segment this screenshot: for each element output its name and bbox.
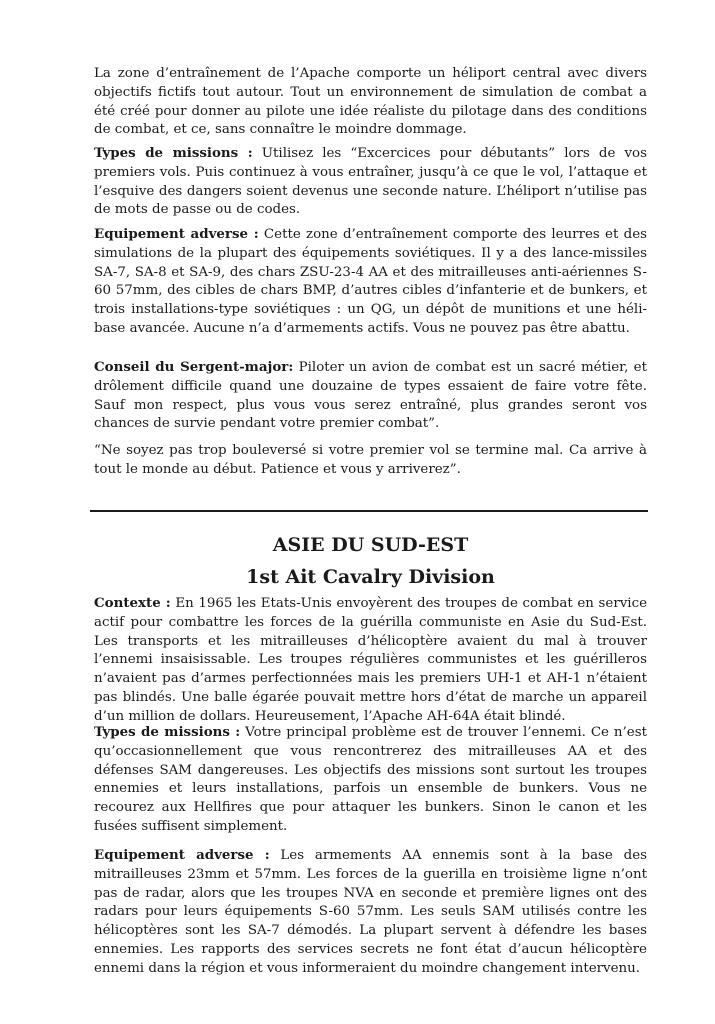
sergeant-advice-text: Piloter un avion de combat est un sacré métier, et drôlement difficile quand une douzaine de types essaient de faire votre fête. Sauf mon respect, plus vous vous serez entraîné, plus grandes seront vos chances de survie pendant votre premier combat”.	[94, 360, 647, 432]
training-missions-paragraph	[94, 144, 647, 220]
training-missions-text: Utilisez les “Excercices pour débutants” lors de vos premiers vols. Puis continuez à vous entraîner, jusqu’à ce que le vol, l’attaque et l’esquive des dangers soient devenus une seconde nature. L’héliport n’utilise pas de mots de passe ou de codes.	[94, 146, 647, 218]
sea-equipment-label: Equipement adverse :	[94, 847, 270, 863]
sergeant-advice-label: Conseil du Sergent-major:	[94, 359, 294, 375]
sea-equipment-text: Les armements AA ennemis sont à la base des mitrailleuses 23mm et 57mm. Les forces de la guerilla en troisième ligne n’ont pas de radar, alors que les troupes NVA en seconde et première lignes ont des radars pour leurs équipements S-60 57mm. Les seuls SAM utilisés contre les hélicoptères sont les SA-7 démodés. La plupart servent à défendre les bases ennemies. Les rapports des services secrets ne font état d’aucun hélicoptère ennemi dans la région et vous informeraient du moindre changement intervenu.	[94, 848, 647, 976]
intro-paragraph: La zone d’entraînement de l’Apache comporte un héliport central avec divers objectifs fictifs tout autour. Tout un environnement de simulation de combat a été créé pour donner au pilote une idée réaliste du pilotage dans des conditions de combat, et ce, sans connaître le moindre dommage.	[94, 66, 647, 138]
training-missions-label: Types de missions :	[94, 145, 253, 161]
sergeant-advice-paragraph	[94, 358, 647, 434]
sea-missions-label: Types de missions :	[94, 724, 241, 740]
context-label: Contexte :	[94, 595, 171, 611]
section-title: ASIE DU SUD-EST	[272, 534, 469, 556]
section-divider	[90, 510, 648, 512]
sea-missions-paragraph	[94, 723, 647, 837]
training-equipment-label: Equipement adverse :	[94, 226, 259, 242]
sea-equipment-paragraph	[94, 846, 647, 979]
training-equipment-text: Cette zone d’entraînement comporte des leurres et des simulations de la plupart des équipements soviétiques. Il y a des lance-missiles SA-7, SA-8 et SA-9, des chars ZSU-23-4 AA et des mitrailleuses anti-aériennes S-60 57mm, des cibles de chars BMP, d’autres cibles d’infanterie et de bunkers, et trois installations-type soviétiques : un QG, un dépôt de munitions et une héli-base avancée. Aucune n’a d’armements actifs. Vous ne pouvez pas être abattu.	[94, 227, 648, 336]
section-subtitle: 1st Ait Cavalry Division	[246, 566, 495, 588]
sea-missions-text: Votre principal problème est de trouver l’ennemi. Ce n’est qu’occasionnellement que vous rencontrerez des mitrailleuses AA et des défenses SAM dangereuses. Les objectifs des missions sont surtout les troupes ennemies et leurs installations, parfois un ensemble de bunkers. Vous ne recourez aux Hellfires que pour attaquer les bunkers. Sinon le canon et les fusées suffisent simplement.	[94, 725, 647, 834]
context-paragraph	[94, 594, 647, 727]
context-text: En 1965 les Etats-Unis envoyèrent des troupes de combat en service actif pour combattre les forces de la guérilla communiste en Asie du Sud-Est. Les transports et les mitrailleuses d’hélicoptère avaient du mal à trouver l’ennemi insaisissable. Les troupes régulières communistes et les guérilleros n’avaient pas d’armes perfectionnées mais les premiers UH-1 et AH-1 n’étaient pas blindés. Une balle égarée pouvait mettre hors d’état de marche un appareil d’un million de dollars. Heureusement, l’Apache AH-64A était blindé.	[94, 596, 647, 724]
sergeant-quote-paragraph: “Ne soyez pas trop bouleversé si votre premier vol se termine mal. Ca arrive à tout le monde au début. Patience et vous y arriverez”.	[94, 443, 647, 477]
training-equipment-paragraph	[94, 225, 647, 339]
